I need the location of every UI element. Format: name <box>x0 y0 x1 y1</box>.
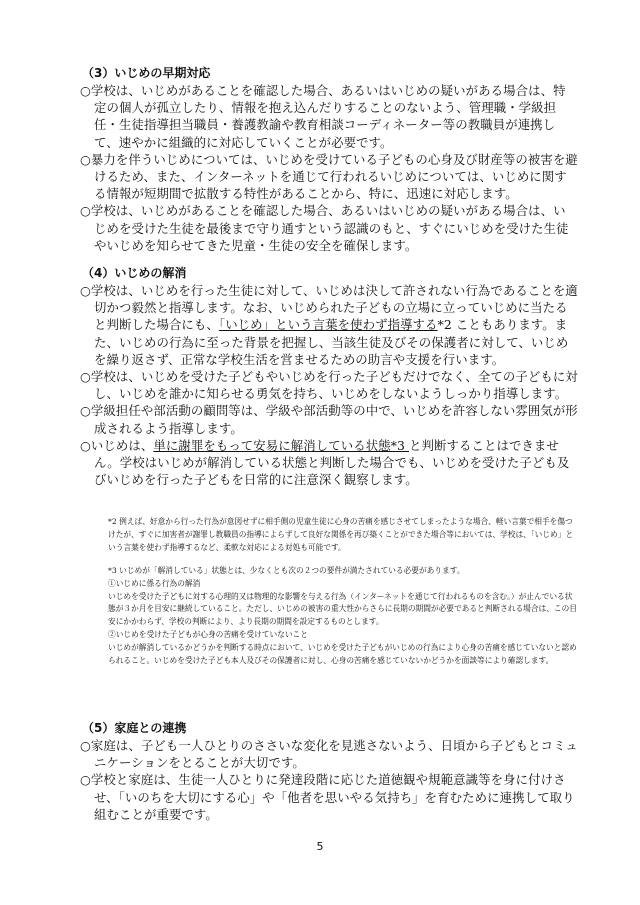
footnotes <box>108 516 578 668</box>
underlined-text: 「いじめ」という言葉を使わず指導する <box>218 317 438 333</box>
paragraph: ○学校は、いじめを受けた子どもやいじめを行った子どもだけでなく、全ての子どもに対し、いじめを誰かに知らせる勇気を持ち、いじめをしないようしっかり指導します。 <box>80 369 578 402</box>
section-resolution <box>78 264 578 488</box>
section-heading: （5）家庭との連携 <box>82 721 187 735</box>
paragraph: ○学校は、いじめがあることを確認した場合、あるいはいじめの疑いがある場合は、いじめを受けた生徒を最後まで守り通すという認識のもと、すぐにいじめを受けた生徒やいじめを知らせてきた児童・生徒の安全を確保します。 <box>80 203 569 253</box>
footnote-2: *2 例えば、好意から行った行為が意図せずに相手側の児童生徒に心身の苦痛を感じさせてしまったような場合、軽い言葉で相手を傷つけたが、すぐに加害者が謝罪し教職員の指導によらずして良好な関係を再び築くことができた場合等においては、学校は、「いじめ」という言葉を使わず指導するなど、柔軟な対応による対処も可能です。 <box>108 517 574 552</box>
section-family-cooperation <box>78 719 578 823</box>
requirement-1-title: ①いじめに係る行為の解消 <box>108 578 201 588</box>
paragraph <box>80 437 578 489</box>
text: と判断することはできません。学校はいじめが解消している状態と判断した場合でも、いじめを受けた子ども及びいじめを行った子どもを日常的に注意深く観察します。 <box>94 437 570 488</box>
paragraph: ○学級担任や部活動の顧問等は、学級や部活動等の中で、いじめを許容しない雰囲気が形成されるよう指導します。 <box>80 403 578 436</box>
requirement-2-body: いじめが解消しているかどうかを判断する時点において、いじめを受けた子どもがいじめの行為により心身の苦痛を感じていないと認められること。いじめを受けた子ども本人及びその保護者に対し、心身の苦痛を感じていないかどうかを面談等により確認します。 <box>108 643 577 666</box>
page-number: 5 <box>316 840 324 853</box>
requirement-2-title: ②いじめを受けた子どもが心身の苦痛を受けていないこと <box>108 630 308 640</box>
paragraph: ○学校は、いじめがあることを確認した場合、あるいはいじめの疑いがある場合は、特定の個人が孤立したり、情報を抱え込んだりすることのないよう、管理職・学級担任・生徒指導担当職員・養護教諭や教育相談コーディネーター等の教職員が連携して、速やかに組織的に対応していくことが必要です。 <box>80 83 566 150</box>
paragraph <box>80 282 578 368</box>
footnote-3-intro: *3 いじめが「解消している」状態とは、少なくとも次の２つの要件が満たされている必要があります。 <box>108 565 465 575</box>
requirement-1-body: いじめを受けた子どもに対する心理的又は物理的な影響を与える行為（インターネットを通じて行われるものを含む。）が止んでいる状態が３か月を目安に継続していること。ただし、いじめの被害の重大性からさらに長期の期間が必要であると判断される場合は、この目安にかかわらず、学校の判断により、より長期の期間を設定するものとします。 <box>108 591 577 627</box>
underlined-text: 単に謝罪をもって安易に解消している状態*3 <box>153 437 410 453</box>
section-early-response <box>78 64 578 254</box>
text: ○いじめは、 <box>80 437 154 453</box>
paragraph: ○学校と家庭は、生徒一人ひとりに発達段階に応じた道徳観や規範意識等を身に付けさせ、「いのちを大切にする心」や「他者を思いやる気持ち」を育むために連携して取り組むことが重要です。 <box>80 772 575 822</box>
section-heading: （4）いじめの解消 <box>82 266 187 280</box>
paragraph: ○家庭は、子ども一人ひとりのささいな変化を見逃さないよう、日頃から子どもとコミュニケーションをとることが大切です。 <box>80 738 578 771</box>
text: ○学校は、いじめを行った生徒に対して、いじめは決して許されない行為であることを適切かつ毅然と指導します。なお、いじめられた子どもの立場に立っていじめに当たると判断した場合にも、 <box>80 283 578 333</box>
paragraph: ○暴力を伴ういじめについては、いじめを受けている子どもの心身及び財産等の被害を避けるため、また、インターネットを通じて行われるいじめについては、いじめに関する情報が短期間で拡散する特性があることから、特に、迅速に対応します。 <box>80 151 578 202</box>
text: *2 こともあります。また、いじめの行為に至った背景を把握し、当該生徒及びその保護者に対して、いじめを繰り返さず、正常な学校生活を営ませるための助言や支援を行います。 <box>94 317 569 367</box>
section-heading: （3）いじめの早期対応 <box>82 66 211 80</box>
